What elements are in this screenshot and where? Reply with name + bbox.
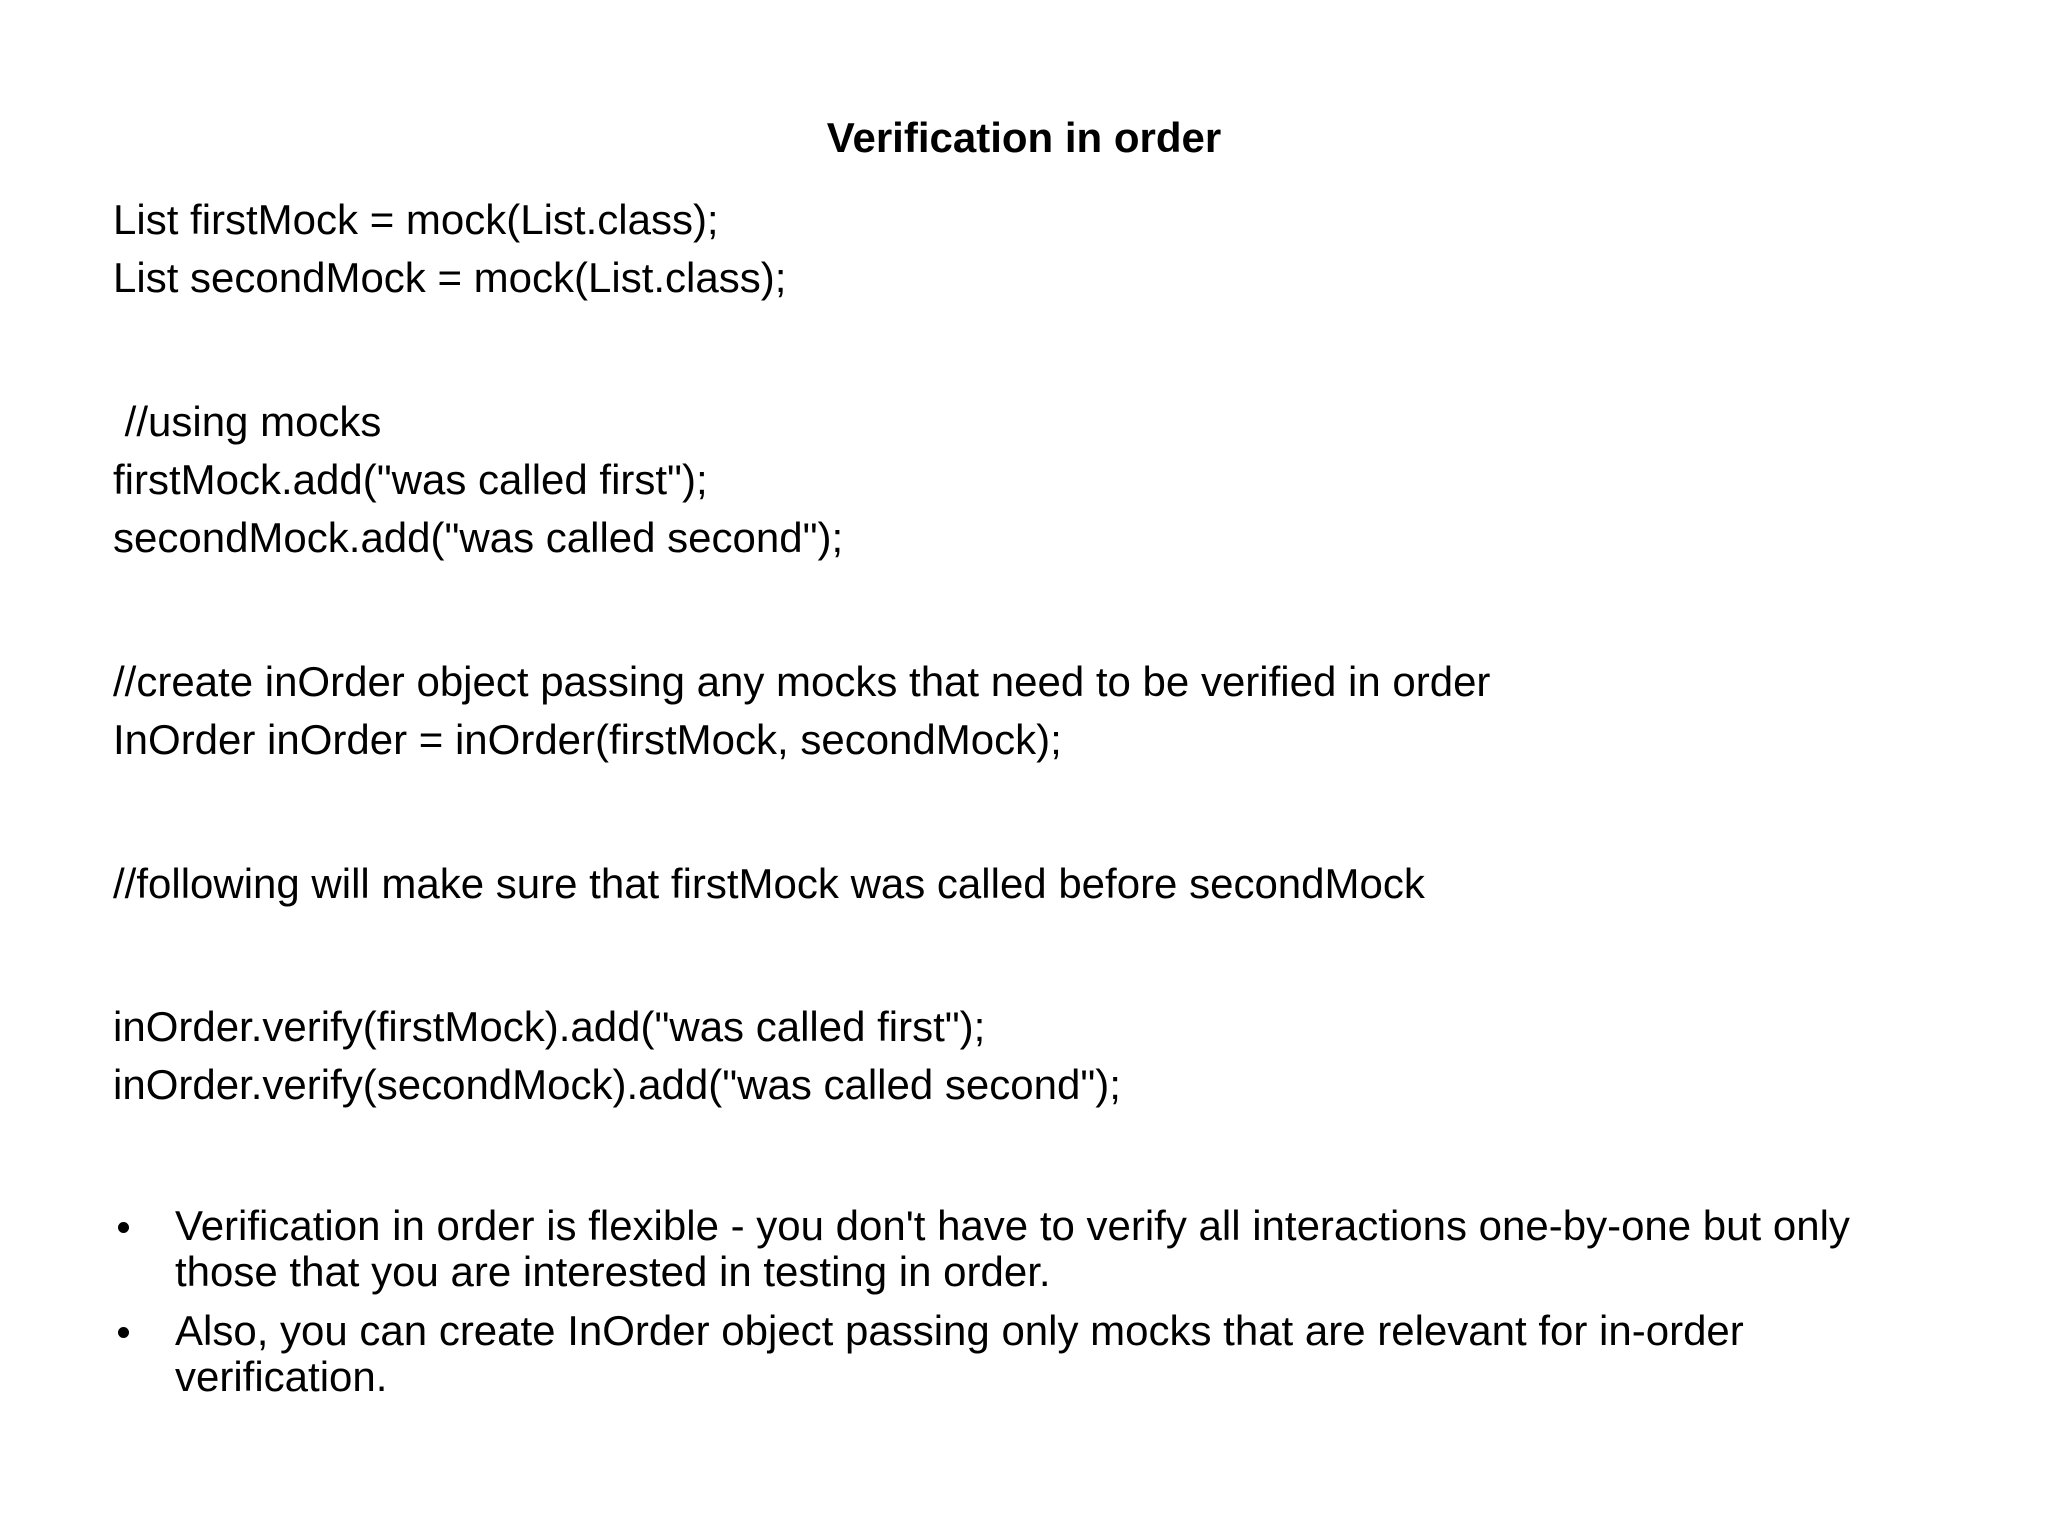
bullet-text: Verification in order is flexible - you don't have to verify all interactions one-by-one but only those that you are interested in testing in order. xyxy=(175,1202,1850,1295)
notes-bullet-list xyxy=(113,1203,1943,1413)
bullet-dot-icon xyxy=(118,1222,129,1233)
code-line-second-add: secondMock.add("was called second"); xyxy=(113,514,844,561)
code-comment-create-inorder: //create inOrder object passing any mocks that need to be verified in order xyxy=(113,658,1491,705)
page-title: Verification in order xyxy=(826,114,1222,161)
bullet-dot-icon xyxy=(118,1327,129,1338)
code-line-verify-first: inOrder.verify(firstMock).add("was called first"); xyxy=(113,1003,986,1050)
bullet-text: Also, you can create InOrder object passing only mocks that are relevant for in-order verification. xyxy=(175,1307,1744,1400)
code-comment-following: //following will make sure that firstMock was called before secondMock xyxy=(113,860,1425,907)
code-line-second-mock: List secondMock = mock(List.class); xyxy=(113,254,787,301)
code-line-inorder-create: InOrder inOrder = inOrder(firstMock, secondMock); xyxy=(113,716,1062,763)
code-comment-using-mocks: //using mocks xyxy=(113,398,382,445)
bullet-item xyxy=(113,1308,1943,1400)
bullet-item xyxy=(113,1203,1943,1295)
code-line-first-add: firstMock.add("was called first"); xyxy=(113,456,708,503)
code-line-verify-second: inOrder.verify(secondMock).add("was called second"); xyxy=(113,1061,1121,1108)
code-line-first-mock: List firstMock = mock(List.class); xyxy=(113,196,719,243)
